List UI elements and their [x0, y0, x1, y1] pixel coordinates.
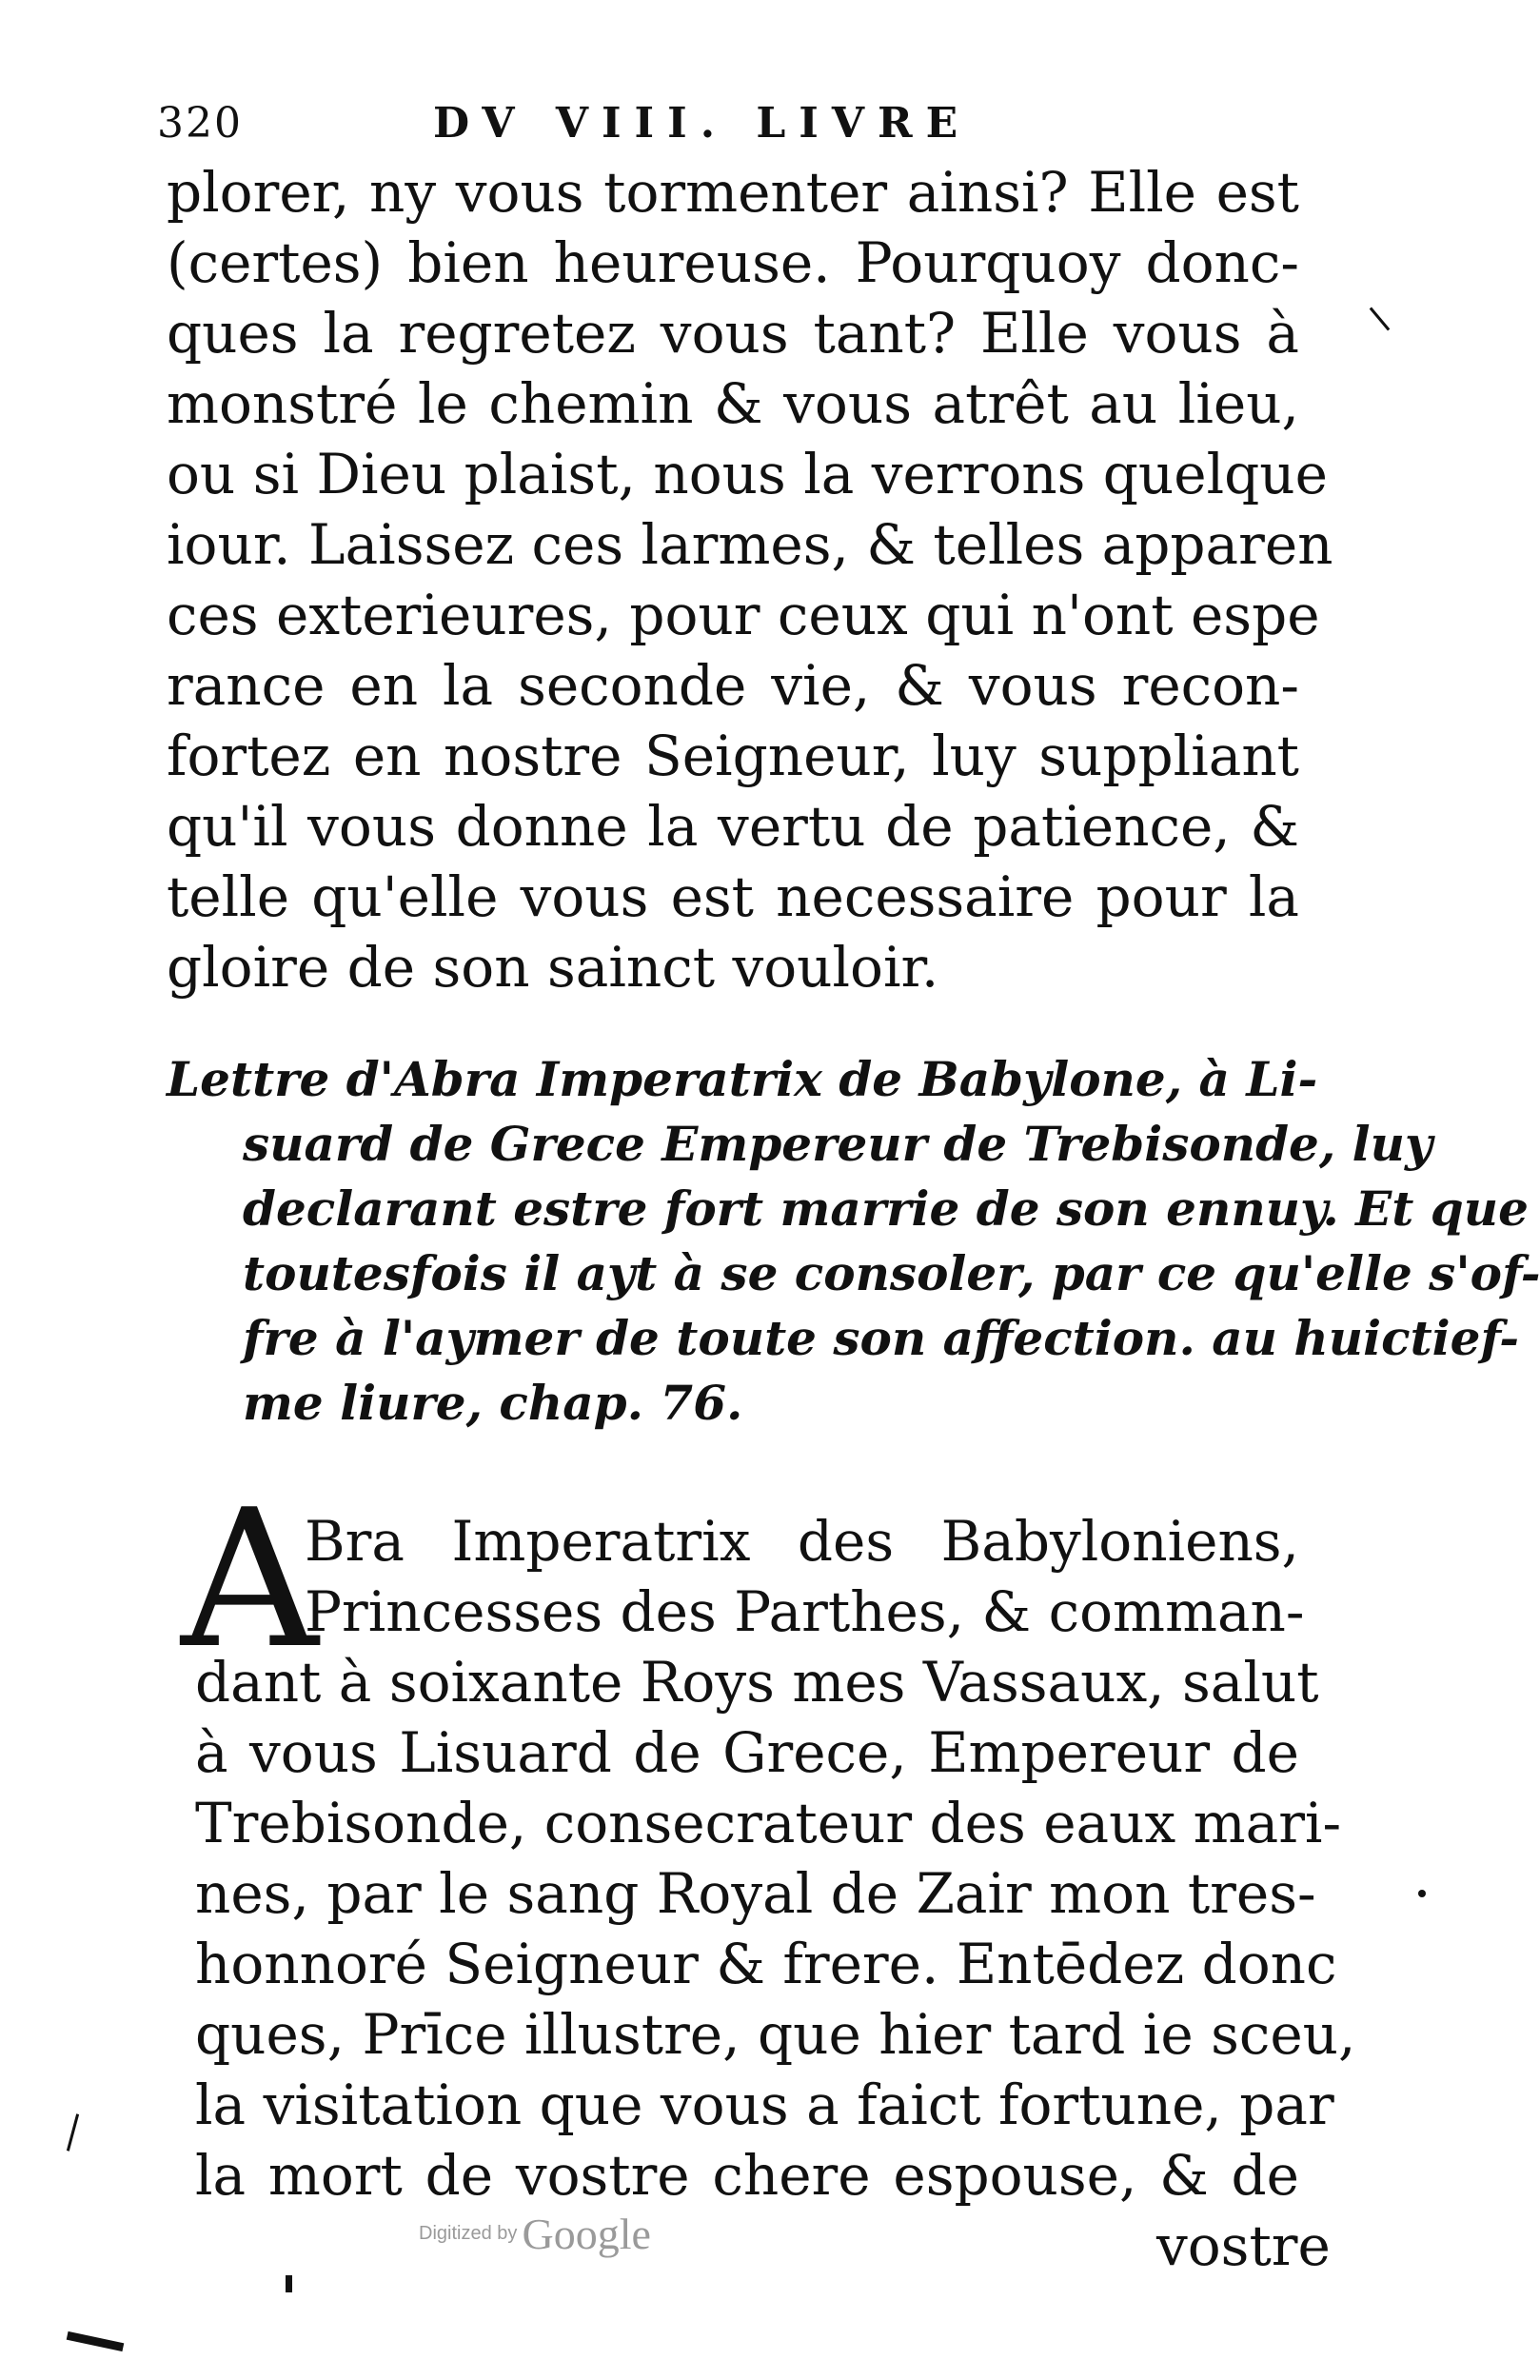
heading-line: declarant estre fort marrie de son ennuy. Et que — [243, 1180, 1529, 1237]
text-line: honnoré Seigneur & frere. Entēdez donc — [195, 1932, 1337, 1996]
text-line: ces exterieures, pour ceux qui n'ont espe — [167, 583, 1320, 647]
scan-speck — [67, 2113, 79, 2151]
text-line: Trebisonde, consecrateur des eaux mari- — [195, 1791, 1342, 1855]
scan-edge-mark — [67, 2331, 125, 2351]
catchword: vostre — [1156, 2213, 1331, 2278]
text-line: la visitation que vous a faict fortune, par — [195, 2073, 1334, 2137]
text-line: ou si Dieu plaist, nous la verrons quelque — [167, 442, 1328, 506]
page-header — [157, 90, 1071, 157]
google-logo: Google — [522, 2210, 651, 2258]
scan-speck — [1418, 1890, 1426, 1897]
google-watermark — [419, 2209, 651, 2266]
text-line: plorer, ny vous tormenter ainsi? Elle est — [167, 160, 1299, 225]
heading-line: Lettre d'Abra Imperatrix de Babylone, à Li- — [167, 1051, 1318, 1107]
scan-speck — [1370, 307, 1391, 331]
text-line: gloire de son sainct vouloir. — [167, 935, 939, 1000]
text-line: la mort de vostre chere espouse, & de — [195, 2143, 1299, 2208]
heading-line: toutesfois il ayt à se consoler, par ce qu'elle s'of- — [243, 1245, 1540, 1301]
text-line: Princesses des Parthes, & comman- — [305, 1579, 1305, 1644]
heading-line: suard de Grece Empereur de Trebisonde, luy — [243, 1116, 1433, 1172]
text-line: ques, Prīce illustre, que hier tard ie sceu, — [195, 2002, 1356, 2067]
text-line: ques la regretez vous tant? Elle vous à — [167, 301, 1299, 366]
text-line: telle qu'elle vous est necessaire pour la — [167, 864, 1299, 929]
heading-line: me liure, chap. 76. — [243, 1375, 743, 1431]
text-line: fortez en nostre Seigneur, luy suppliant — [167, 724, 1299, 788]
text-line: rance en la seconde vie, & vous recon- — [167, 653, 1299, 718]
text-line: qu'il vous donne la vertu de patience, & — [167, 794, 1299, 859]
text-line: iour. Laissez ces larmes, & telles apparen — [167, 512, 1333, 577]
text-line: monstré le chemin & vous atrêt au lieu, — [167, 371, 1299, 436]
page-number: 320 — [157, 99, 243, 148]
text-line: à vous Lisuard de Grece, Empereur de — [195, 1720, 1299, 1785]
running-title: DV VIII. LIVRE — [433, 99, 972, 148]
text-line: (certes) bien heureuse. Pourquoy donc- — [167, 230, 1299, 295]
heading-line: fre à l'aymer de toute son affection. au huictief- — [243, 1310, 1519, 1366]
text-line: dant à soixante Roys mes Vassaux, salut — [195, 1650, 1319, 1715]
text-line: Bra Imperatrix des Babyloniens, — [305, 1509, 1299, 1574]
text-line: nes, par le sang Royal de Zair mon tres- — [195, 1861, 1316, 1926]
drop-cap: A — [181, 1469, 319, 1691]
digitized-by-label: Digitized by — [419, 2223, 518, 2244]
scan-speck — [286, 2275, 292, 2292]
